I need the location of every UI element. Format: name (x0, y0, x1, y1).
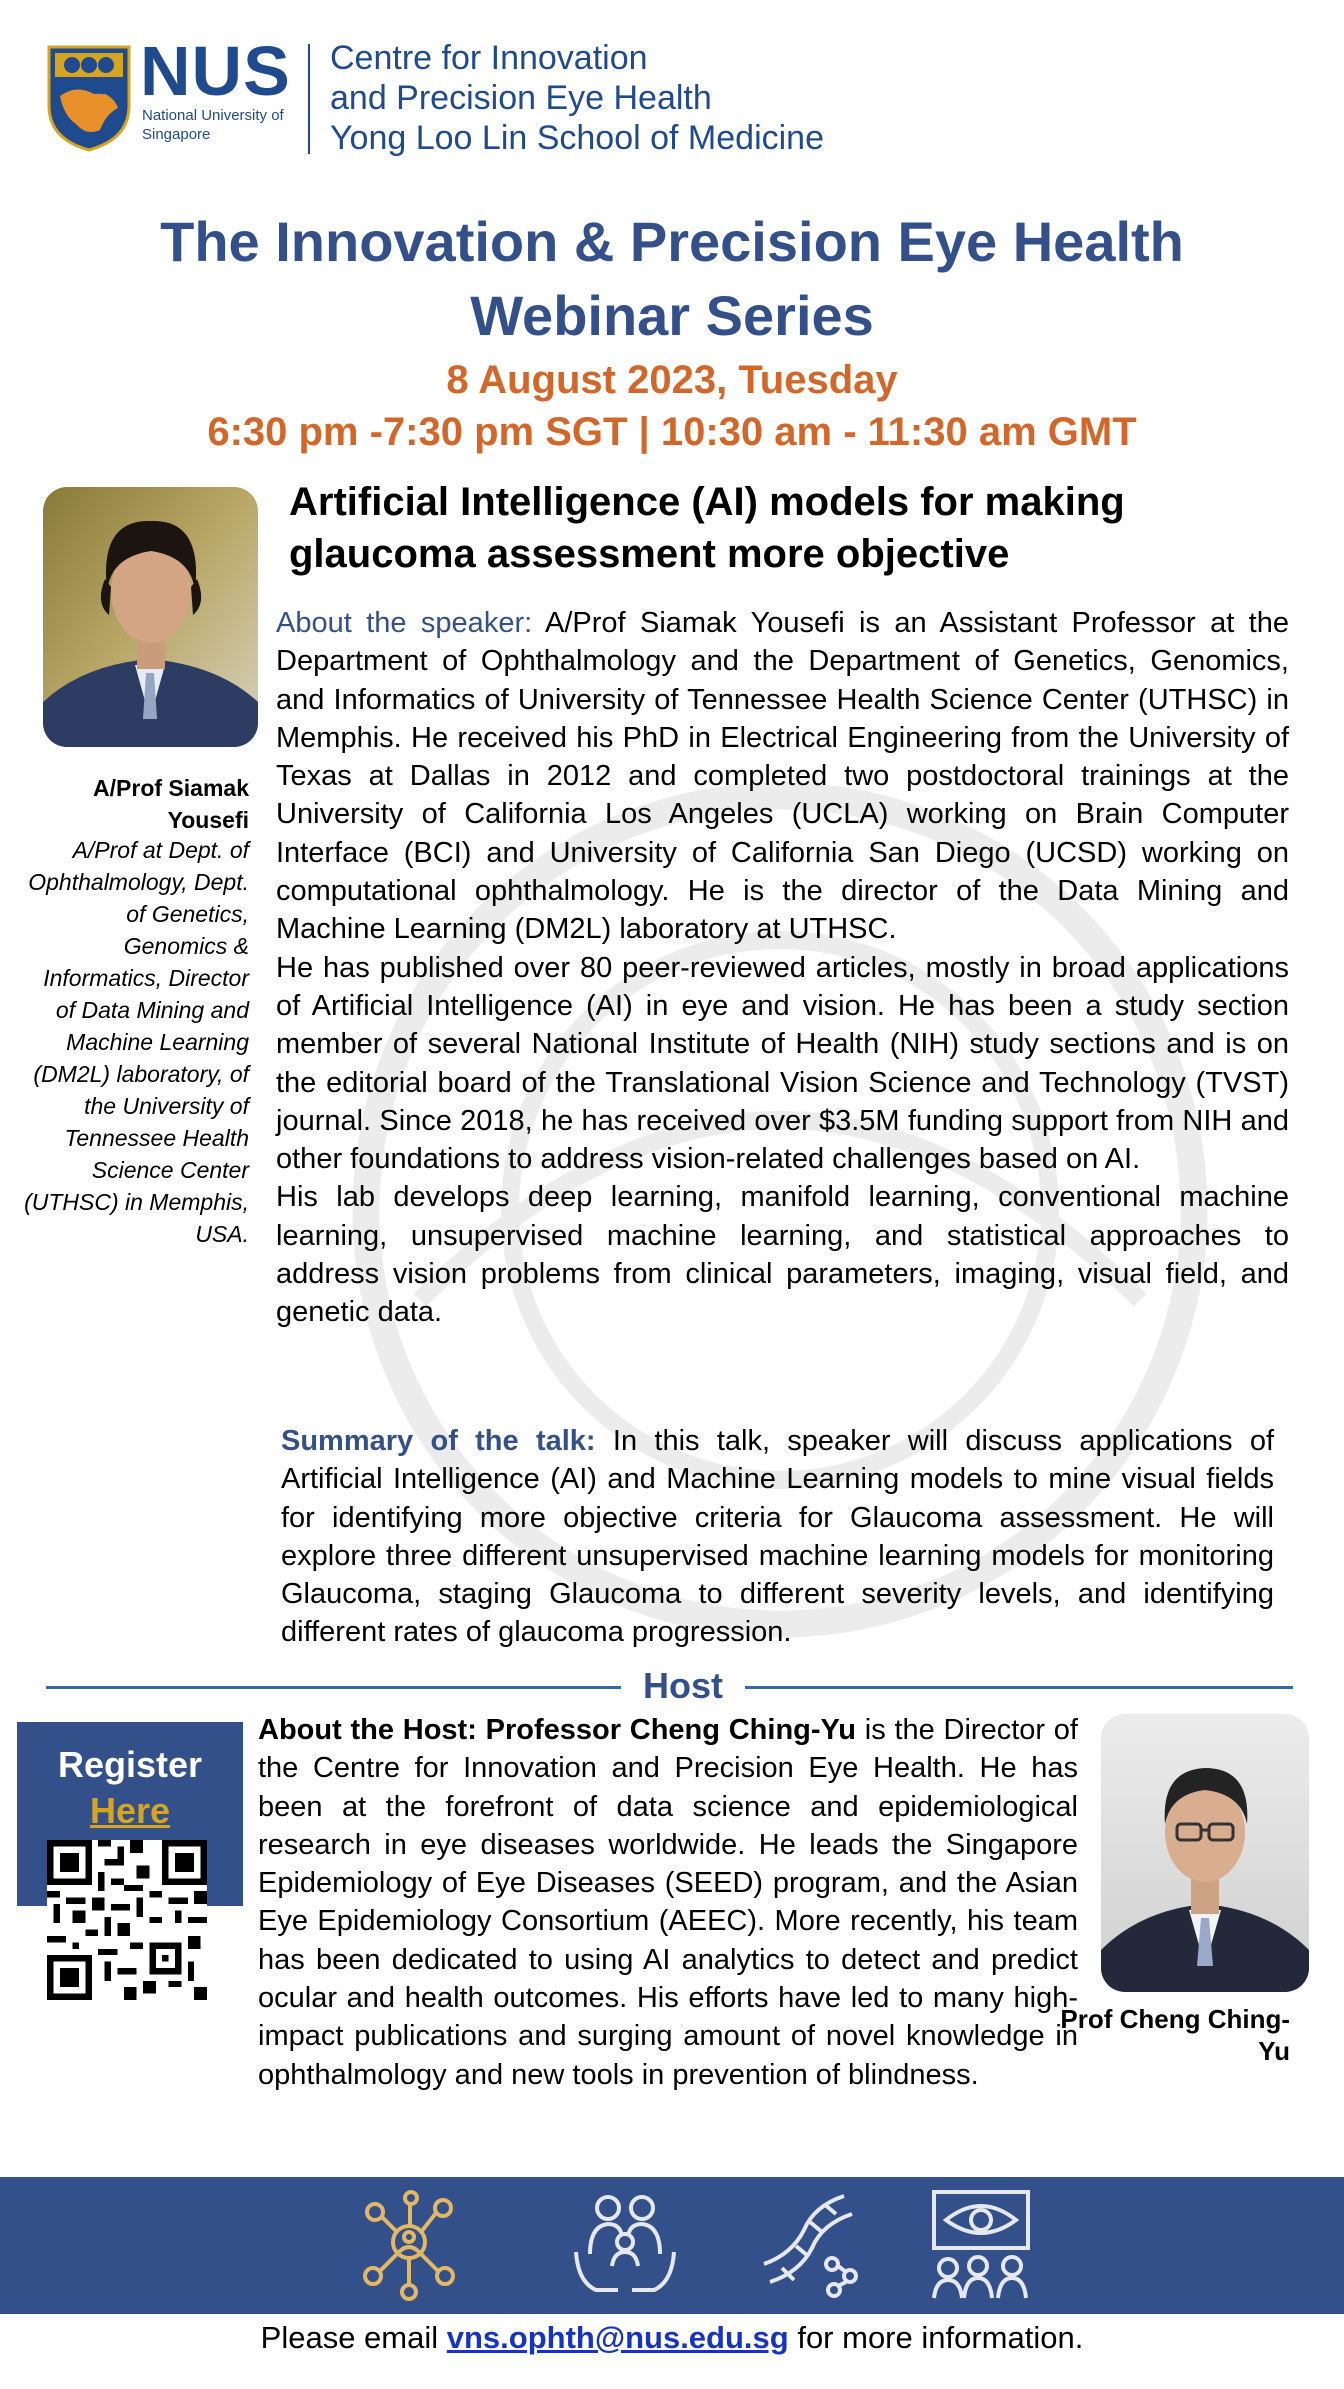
dna-icon (752, 2186, 862, 2304)
event-title-line-1: The Innovation & Precision Eye Health (160, 210, 1184, 273)
event-title-line-2: Webinar Series (470, 284, 874, 347)
speaker-affiliation: A/Prof at Dept. of Ophthalmology, Dept. of Genetics, Genomics & Informatics, Director of Data Mining and Machine Learning (DM2L) laboratory, of the University of Tennessee Health Science Center (UTHSC) in Memphis, USA. (24, 837, 249, 1247)
speaker-photo (43, 487, 258, 747)
contact-email-link[interactable]: vns.ophth@nus.edu.sg (446, 2320, 789, 2355)
centre-line-1: Centre for Innovation (330, 39, 648, 77)
family-care-icon (570, 2186, 680, 2304)
talk-title-line-1: Artificial Intelligence (AI) models for making (289, 480, 1125, 524)
event-date: 8 August 2023, Tuesday (446, 358, 898, 402)
footer-contact (0, 2318, 1344, 2358)
centre-line-2: and Precision Eye Health (330, 79, 712, 117)
about-host (258, 1711, 1078, 2094)
event-title (0, 205, 1344, 353)
host-photo (1101, 1714, 1309, 1992)
centre-line-3: Yong Loo Lin School of Medicine (330, 119, 824, 157)
qr-code[interactable] (47, 1840, 207, 2000)
nus-crest-logo (46, 44, 132, 152)
talk-title (289, 476, 1289, 580)
about-speaker-label: About the speaker: (276, 607, 533, 639)
contact-prefix: Please email (260, 2320, 447, 2355)
about-speaker-paragraph-1 (276, 604, 1289, 949)
summary-text: In this talk, speaker will discuss applications of Artificial Intelligence (AI) and Machine Learning models to mine visual fields for identifying more objective criteria for Glaucoma assessment. He will explore three different unsupervised machine learning models for monitoring Glaucoma, staging Glaucoma to different severity levels, and identifying different rates of glaucoma progression. (281, 1425, 1275, 1649)
about-host-text: is the Director of the Centre for Innovation and Precision Eye Health. He has been at the forefront of data science and epidemiological research in eye diseases worldwide. He leads the Singapore Epidemiology of Eye Diseases (SEED) program, and the Asian Eye Epidemiology Consortium (AEEC). More recently, his team has been dedicated to using AI analytics to detect and predict ocular and health outcomes. His efforts have led to many high-impact publications and surging amount of novel knowledge in ophthalmology and new tools in prevention of blindness. (258, 1714, 1078, 2091)
speaker-name: A/Prof Siamak Yousefi (93, 775, 249, 833)
network-icon (353, 2186, 463, 2304)
eye-screening-icon (926, 2186, 1036, 2304)
contact-suffix: for more information. (788, 2320, 1084, 2355)
summary-label: Summary of the talk: (281, 1425, 596, 1457)
about-speaker-paragraph-3: His lab develops deep learning, manifold learning, conventional machine learning, unsupervised machine learning, and statistical approaches to address vision problems from clinical parameters, imaging, visual field, and genetic data. (276, 1181, 1289, 1329)
register-link[interactable]: Here (89, 1790, 171, 1831)
host-divider-right (745, 1686, 1293, 1689)
register-label: Register (57, 1744, 203, 1785)
host-name: Prof Cheng Ching-Yu (1060, 2004, 1290, 2066)
nus-logo-subtext: National University of Singapore (142, 107, 284, 143)
about-speaker (276, 604, 1289, 1332)
host-heading: Host (643, 1665, 723, 1706)
header-divider (308, 44, 310, 154)
host-divider-left (46, 1686, 621, 1689)
talk-summary (281, 1422, 1274, 1652)
about-host-label: About the Host: Professor Cheng Ching-Yu (258, 1714, 856, 1746)
event-time: 6:30 pm -7:30 pm SGT | 10:30 am - 11:30 am GMT (207, 410, 1137, 454)
centre-name (330, 38, 890, 158)
about-speaker-text-1: A/Prof Siamak Yousefi is an Assistant Professor at the Department of Ophthalmology and the Department of Genetics, Genomics, and Informatics of University of Tennessee Health Science Center (UTHSC) in Memphis. He received his PhD in Electrical Engineering from the University of Texas at Dallas in 2012 and completed two postdoctoral trainings at the University of California Los Angeles (UCLA) working on Brain Computer Interface (BCI) and University of California San Diego (UCSD) working on computational ophthalmology. He is the director of the Data Mining and Machine Learning (DM2L) laboratory at UTHSC. (276, 607, 1289, 946)
nus-logo-text: NUS (140, 32, 291, 110)
about-speaker-paragraph-2: He has published over 80 peer-reviewed articles, mostly in broad applications of Artificial Intelligence (AI) in eye and vision. He has been a study section member of several National Institute of Health (NIH) study sections and is on the editorial board of the Translational Vision Science and Technology (TVST) journal. Since 2018, he has received over $3.5M funding support from NIH and other foundations to address vision-related challenges based on AI. (276, 951, 1289, 1176)
talk-title-line-2: glaucoma assessment more objective (289, 532, 1010, 576)
